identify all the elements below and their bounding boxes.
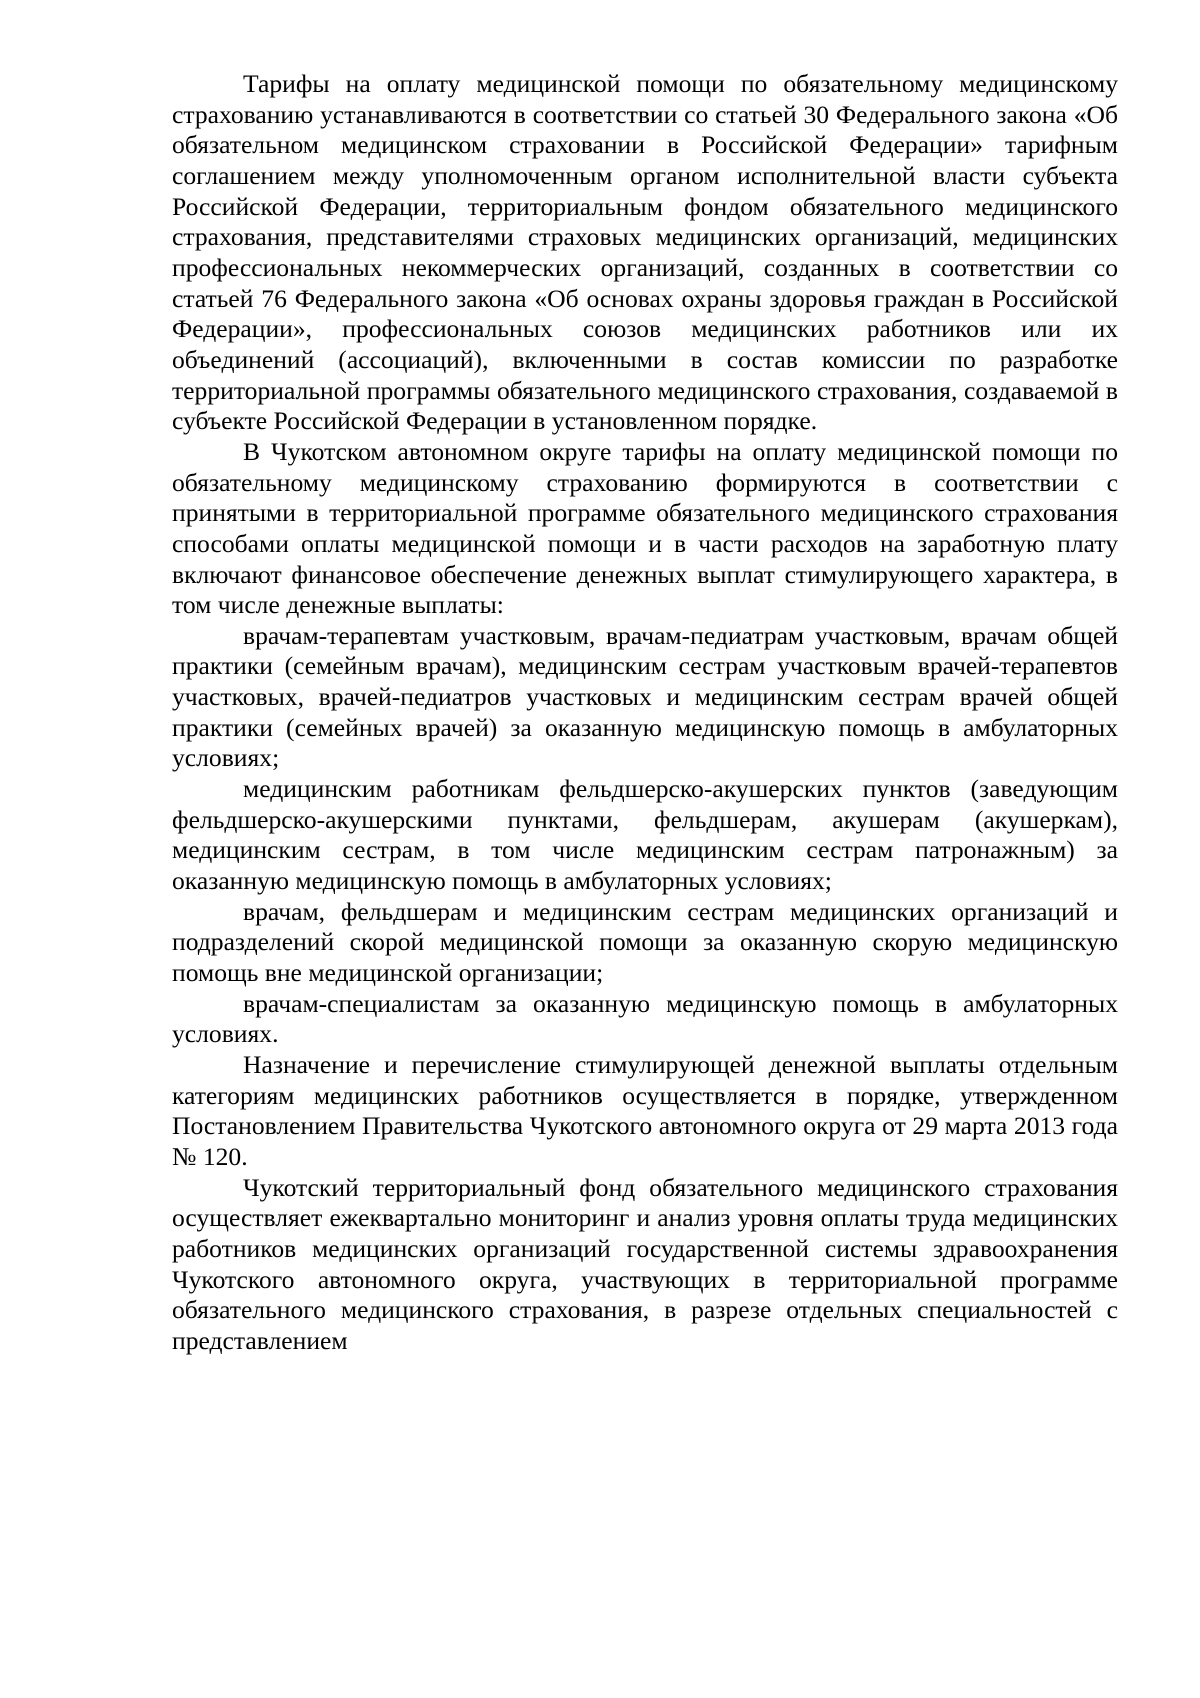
paragraph-chukotka-tariffs: В Чукотском автономном округе тарифы на оплату медицинской помощи по обязательному медицинскому страхованию формируются в соответствии с принятыми в территориальной программе обязательного медицинского страхования способами оплаты медицинской помощи и в части расходов на заработную плату включают финансовое обеспечение денежных выплат стимулирующего характера, в том числе денежные выплаты: (172, 436, 1118, 620)
paragraph-feldsher-stations: медицинским работникам фельдшерско-акушерских пунктов (заведующим фельдшерско-акушерскими пунктами, фельдшерам, акушерам (акушеркам), медицинским сестрам, в том числе медицинским сестрам патронажным) за оказанную медицинскую помощь в амбулаторных условиях; (172, 774, 1118, 896)
paragraph-district-physicians: врачам-терапевтам участковым, врачам-педиатрам участковым, врачам общей практики (семейным врачам), медицинским сестрам участковым врачей-терапевтов участковых, врачей-педиатров участковых и медицинским сестрам врачей общей практики (семейных врачей) за оказанную медицинскую помощь в амбулаторных условиях; (172, 620, 1118, 773)
paragraph-payment-procedure: Назначение и перечисление стимулирующей денежной выплаты отдельным категориям медицинских работников осуществляется в порядке, утвержденном Постановлением Правительства Чукотского автономного округа от 29 марта 2013 года № 120. (172, 1050, 1118, 1171)
paragraph-fund-monitoring: Чукотский территориальный фонд обязательного медицинского страхования осуществляет ежеквартально мониторинг и анализ уровня оплаты труда медицинских работников медицинских организаций государственной системы здравоохранения Чукотского автономного округа, участвующих в территориальной программе обязательного медицинского страхования, в разрезе отдельных специальностей с представлением (172, 1172, 1118, 1355)
document-body (172, 69, 1118, 1357)
paragraph-specialists: врачам-специалистам за оказанную медицинскую помощь в амбулаторных условиях. (172, 988, 1118, 1049)
paragraph-emergency-care: врачам, фельдшерам и медицинским сестрам медицинских организаций и подразделений скорой медицинской помощи за оказанную скорую медицинскую помощь вне медицинской организации; (172, 896, 1118, 988)
paragraph-tariffs-legal-basis: Тарифы на оплату медицинской помощи по обязательному медицинскому страхованию устанавливаются в соответствии со статьей 30 Федерального закона «Об обязательном медицинском страховании в Российской Федерации» тарифным соглашением между уполномоченным органом исполнительной власти субъекта Российской Федерации, территориальным фондом обязательного медицинского страхования, представителями страховых медицинских организаций, медицинских профессиональных некоммерческих организаций, созданных в соответствии со статьей 76 Федерального закона «Об основах охраны здоровья граждан в Российской Федерации», профессиональных союзов медицинских работников или их объединений (ассоциаций), включенными в состав комиссии по разработке территориальной программы обязательного медицинского страхования, создаваемой в субъекте Российской Федерации в установленном порядке. (172, 69, 1118, 436)
